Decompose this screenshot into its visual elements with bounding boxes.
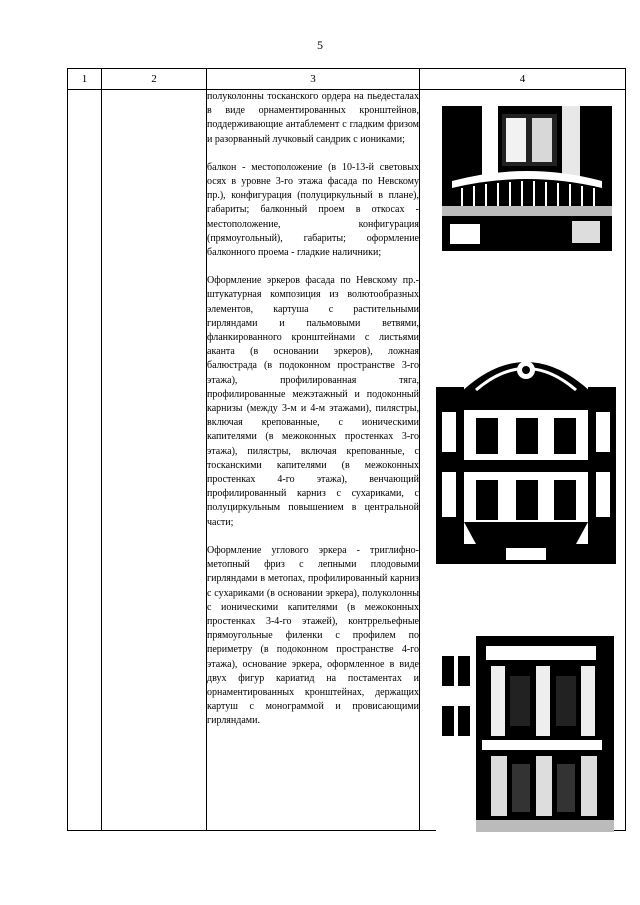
photo-cell	[420, 90, 626, 831]
balcony-photo	[442, 106, 612, 251]
cell-col-2	[102, 90, 207, 831]
description-paragraph: полуколонны тосканского ордера на пьедесталах в виде орнаментированных кронштейнов, поддерживающие антаблемент с гладким фризом и разорванный лучковый сандрик с иониками;	[207, 91, 419, 145]
bay-window-photo	[436, 332, 616, 564]
document-table	[67, 68, 626, 831]
header-col-3: 3	[207, 69, 420, 90]
corner-bay-window-photo	[436, 636, 614, 832]
page-number: 5	[317, 38, 323, 52]
description-paragraph: балкон - местоположение (в 10-13-й световых осях в уровне 3-го этажа фасада по Невскому пр.), конфигурация (полуциркульный в плане), габариты; балконный проем в откосах - местоположение, конфигурация (прямоугольный), габариты; оформление балконного проема - гладкие наличники;	[207, 161, 419, 259]
table-header-row	[68, 69, 626, 90]
description-paragraph: Оформление углового эркера - триглифно-метопный фриз с лепными плодовыми гирляндами в метопах, профилированный карниз с сухариками (в основании эркера), полуколонны с ионическими капителями (в межоконных простенках 3-4-го этажей), контррельефные прямоугольные филенки с профилем по периметру (в подоконном пространстве 4-го этажа), основание эркера, оформленное в виде двух фигур кариатид на постаментах и орнаментированных кронштейнах, держащих картуш с монограммой и провисающими гирляндами.	[207, 544, 419, 727]
header-col-2: 2	[102, 69, 207, 90]
description-paragraph: Оформление эркеров фасада по Невскому пр.- штукатурная композиция из волютообразных элементов, картуша с растительными гирляндами и пальмовыми ветвями, фланкированного кронштейнами с листьями аканта (в основании эркеров), ложная балюстрада (в подоконном пространстве 3-го этажа), профилированная тяга, профилированные межэтажный и подоконный карнизы (между 3-м и 4-м этажами), пилястры, включая крепованные, с ионическими капителями (в межоконных простенках 3-го этажа), пилястры, включая крепованные, с тосканскими капителями (в межоконных простенках 4-го этажа), венчающий профилированный карниз с сухариками, с полуциркульным повышением в центральной части;	[207, 275, 419, 528]
cell-col-1	[68, 90, 102, 831]
header-col-1: 1	[68, 69, 102, 90]
header-col-4: 4	[420, 69, 626, 90]
description-cell	[207, 90, 420, 831]
table-row	[68, 90, 626, 831]
